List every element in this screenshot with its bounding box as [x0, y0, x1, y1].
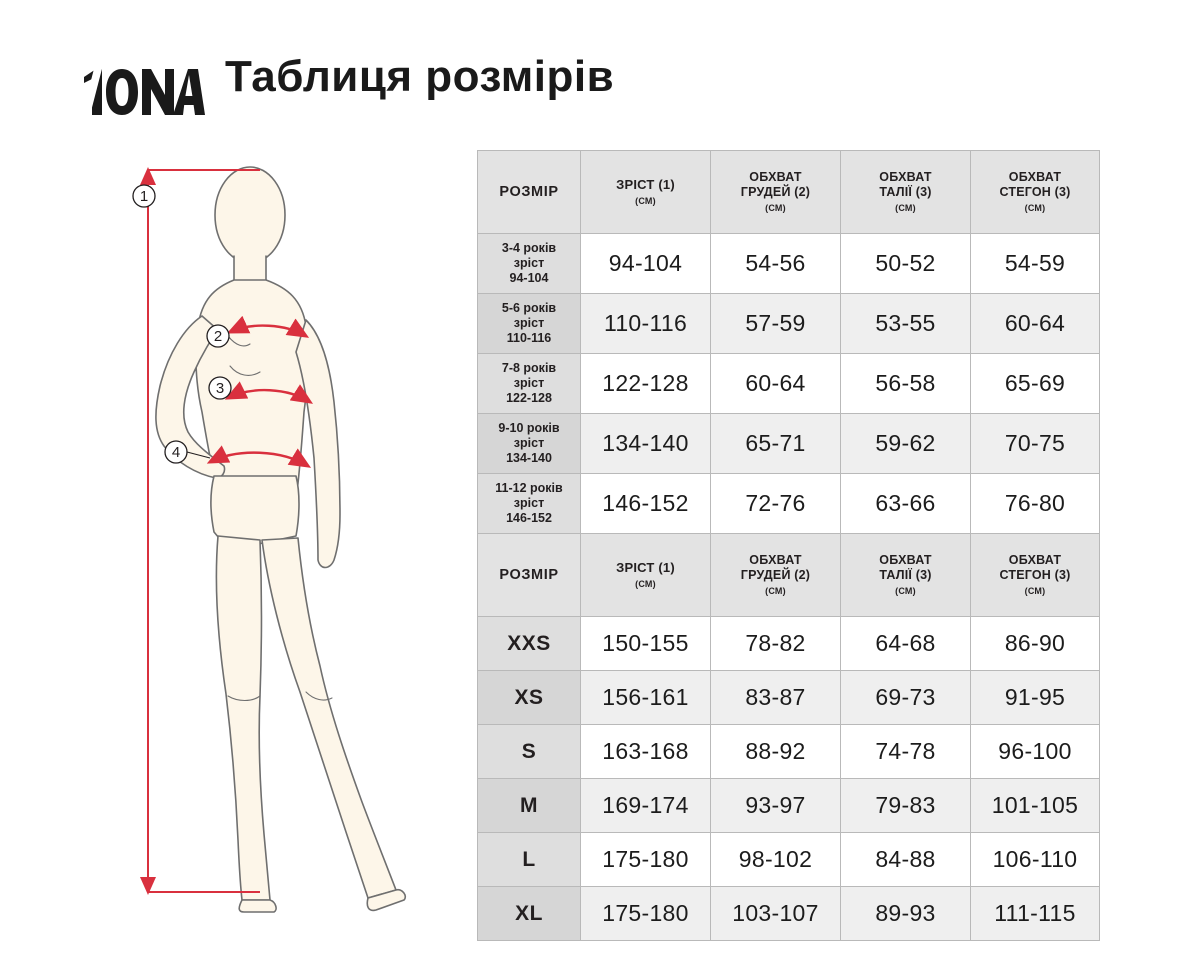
row-waist: 53-55 — [841, 294, 971, 354]
header-waist-unit: (СМ) — [895, 586, 916, 596]
row-size-line1: 7-8 років — [501, 361, 557, 375]
page-title: Таблиця розмірів — [225, 52, 615, 101]
header-chest-line1: ОБХВАТ — [749, 552, 802, 567]
table-header-row — [478, 534, 1100, 617]
header-chest — [711, 534, 841, 617]
row-height: 110-116 — [581, 294, 711, 354]
callout-2 — [207, 325, 229, 347]
row-hip: 91-95 — [971, 671, 1100, 725]
row-chest: 60-64 — [711, 354, 841, 414]
row-size-line3: 134-140 — [506, 451, 552, 465]
header-chest-unit: (СМ) — [765, 203, 786, 213]
header-height — [581, 534, 711, 617]
header-waist — [841, 151, 971, 234]
row-hip: 111-115 — [971, 887, 1100, 941]
row-waist: 56-58 — [841, 354, 971, 414]
row-size: XXS — [478, 617, 581, 671]
row-size — [478, 294, 581, 354]
row-size-line1: 9-10 років — [498, 421, 560, 435]
row-size-line3: 94-104 — [509, 271, 549, 285]
row-size: S — [478, 725, 581, 779]
row-hip: 70-75 — [971, 414, 1100, 474]
header-height-unit: (СМ) — [635, 195, 656, 206]
row-hip: 101-105 — [971, 779, 1100, 833]
adult-size-table — [477, 533, 1100, 941]
row-chest: 98-102 — [711, 833, 841, 887]
header-hip-line1: ОБХВАТ — [1008, 169, 1062, 184]
row-hip: 106-110 — [971, 833, 1100, 887]
row-size: L — [478, 833, 581, 887]
row-size-line1: 3-4 років — [501, 241, 557, 255]
row-size-line1: 5-6 років — [501, 301, 557, 315]
header-chest-line2: ГРУДЕЙ (2) — [740, 185, 811, 200]
header-waist-line2: ТАЛІЇ (3) — [879, 568, 932, 583]
row-size-line3: 146-152 — [506, 511, 552, 525]
row-chest: 57-59 — [711, 294, 841, 354]
row-size-line1: 11-12 років — [495, 481, 563, 495]
header-chest — [711, 151, 841, 234]
header-waist — [841, 534, 971, 617]
header-hip-unit: (СМ) — [1024, 586, 1046, 596]
row-waist: 84-88 — [841, 833, 971, 887]
brand-logo — [80, 55, 205, 125]
row-chest: 54-56 — [711, 234, 841, 294]
row-chest: 93-97 — [711, 779, 841, 833]
header-hip-line2: СТЕГОН (3) — [999, 568, 1071, 583]
header-height — [581, 151, 711, 234]
row-hip: 96-100 — [971, 725, 1100, 779]
header-hip-line1: ОБХВАТ — [1008, 552, 1062, 567]
callout-1 — [133, 185, 155, 207]
row-size-line3: 122-128 — [506, 391, 552, 405]
row-size-line3: 110-116 — [506, 331, 552, 345]
header-hip-unit: (СМ) — [1024, 203, 1046, 213]
row-height: 175-180 — [581, 833, 711, 887]
table-row — [478, 617, 1100, 671]
row-size — [478, 234, 581, 294]
header-hip — [971, 534, 1100, 617]
row-waist: 79-83 — [841, 779, 971, 833]
row-size: M — [478, 779, 581, 833]
table-row — [478, 354, 1100, 414]
row-chest: 72-76 — [711, 474, 841, 534]
row-waist: 59-62 — [841, 414, 971, 474]
header-height-text: ЗРІСТ (1) — [616, 177, 675, 193]
row-size-line2: зріст — [513, 256, 545, 270]
header-height-text: ЗРІСТ (1) — [616, 560, 675, 576]
row-hip: 86-90 — [971, 617, 1100, 671]
row-waist: 63-66 — [841, 474, 971, 534]
header-size: РОЗМІР — [478, 151, 581, 234]
table-row — [478, 294, 1100, 354]
row-size — [478, 474, 581, 534]
kids-size-table — [477, 150, 1100, 534]
table-row — [478, 887, 1100, 941]
header-waist-line2: ТАЛІЇ (3) — [879, 185, 932, 200]
row-height: 122-128 — [581, 354, 711, 414]
row-chest: 83-87 — [711, 671, 841, 725]
header-size: РОЗМІР — [478, 534, 581, 617]
row-size — [478, 354, 581, 414]
row-waist: 89-93 — [841, 887, 971, 941]
row-waist: 64-68 — [841, 617, 971, 671]
row-height: 134-140 — [581, 414, 711, 474]
row-hip: 65-69 — [971, 354, 1100, 414]
header-height-unit: (СМ) — [635, 578, 656, 589]
header-hip-line2: СТЕГОН (3) — [999, 185, 1071, 200]
table-row — [478, 474, 1100, 534]
row-size-line2: зріст — [513, 436, 545, 450]
header-hip — [971, 151, 1100, 234]
row-chest: 103-107 — [711, 887, 841, 941]
table-row — [478, 779, 1100, 833]
row-waist: 69-73 — [841, 671, 971, 725]
callout-2-label: 2 — [213, 328, 223, 345]
callout-4-label: 4 — [171, 444, 181, 461]
measurement-figure — [110, 140, 440, 920]
header-waist-unit: (СМ) — [895, 203, 916, 213]
header-chest-line2: ГРУДЕЙ (2) — [740, 568, 811, 583]
row-height: 175-180 — [581, 887, 711, 941]
row-waist: 74-78 — [841, 725, 971, 779]
row-chest: 88-92 — [711, 725, 841, 779]
table-header-row — [478, 151, 1100, 234]
row-chest: 78-82 — [711, 617, 841, 671]
row-size-line2: зріст — [513, 496, 545, 510]
row-height: 163-168 — [581, 725, 711, 779]
row-size-line2: зріст — [513, 376, 545, 390]
row-hip: 60-64 — [971, 294, 1100, 354]
row-height: 94-104 — [581, 234, 711, 294]
row-hip: 54-59 — [971, 234, 1100, 294]
row-hip: 76-80 — [971, 474, 1100, 534]
header-chest-unit: (СМ) — [765, 586, 786, 596]
row-size — [478, 414, 581, 474]
header-waist-line1: ОБХВАТ — [879, 169, 932, 184]
header-chest-line1: ОБХВАТ — [749, 169, 802, 184]
row-height: 150-155 — [581, 617, 711, 671]
row-chest: 65-71 — [711, 414, 841, 474]
header-waist-line1: ОБХВАТ — [879, 552, 932, 567]
table-row — [478, 234, 1100, 294]
row-height: 146-152 — [581, 474, 711, 534]
row-height: 156-161 — [581, 671, 711, 725]
row-size-line2: зріст — [513, 316, 545, 330]
table-row — [478, 833, 1100, 887]
table-row — [478, 725, 1100, 779]
callout-3-label: 3 — [215, 380, 225, 397]
table-row — [478, 671, 1100, 725]
row-size: XS — [478, 671, 581, 725]
table-row — [478, 414, 1100, 474]
callout-1-label: 1 — [139, 188, 149, 205]
row-size: XL — [478, 887, 581, 941]
row-height: 169-174 — [581, 779, 711, 833]
callout-3 — [209, 377, 231, 399]
row-waist: 50-52 — [841, 234, 971, 294]
